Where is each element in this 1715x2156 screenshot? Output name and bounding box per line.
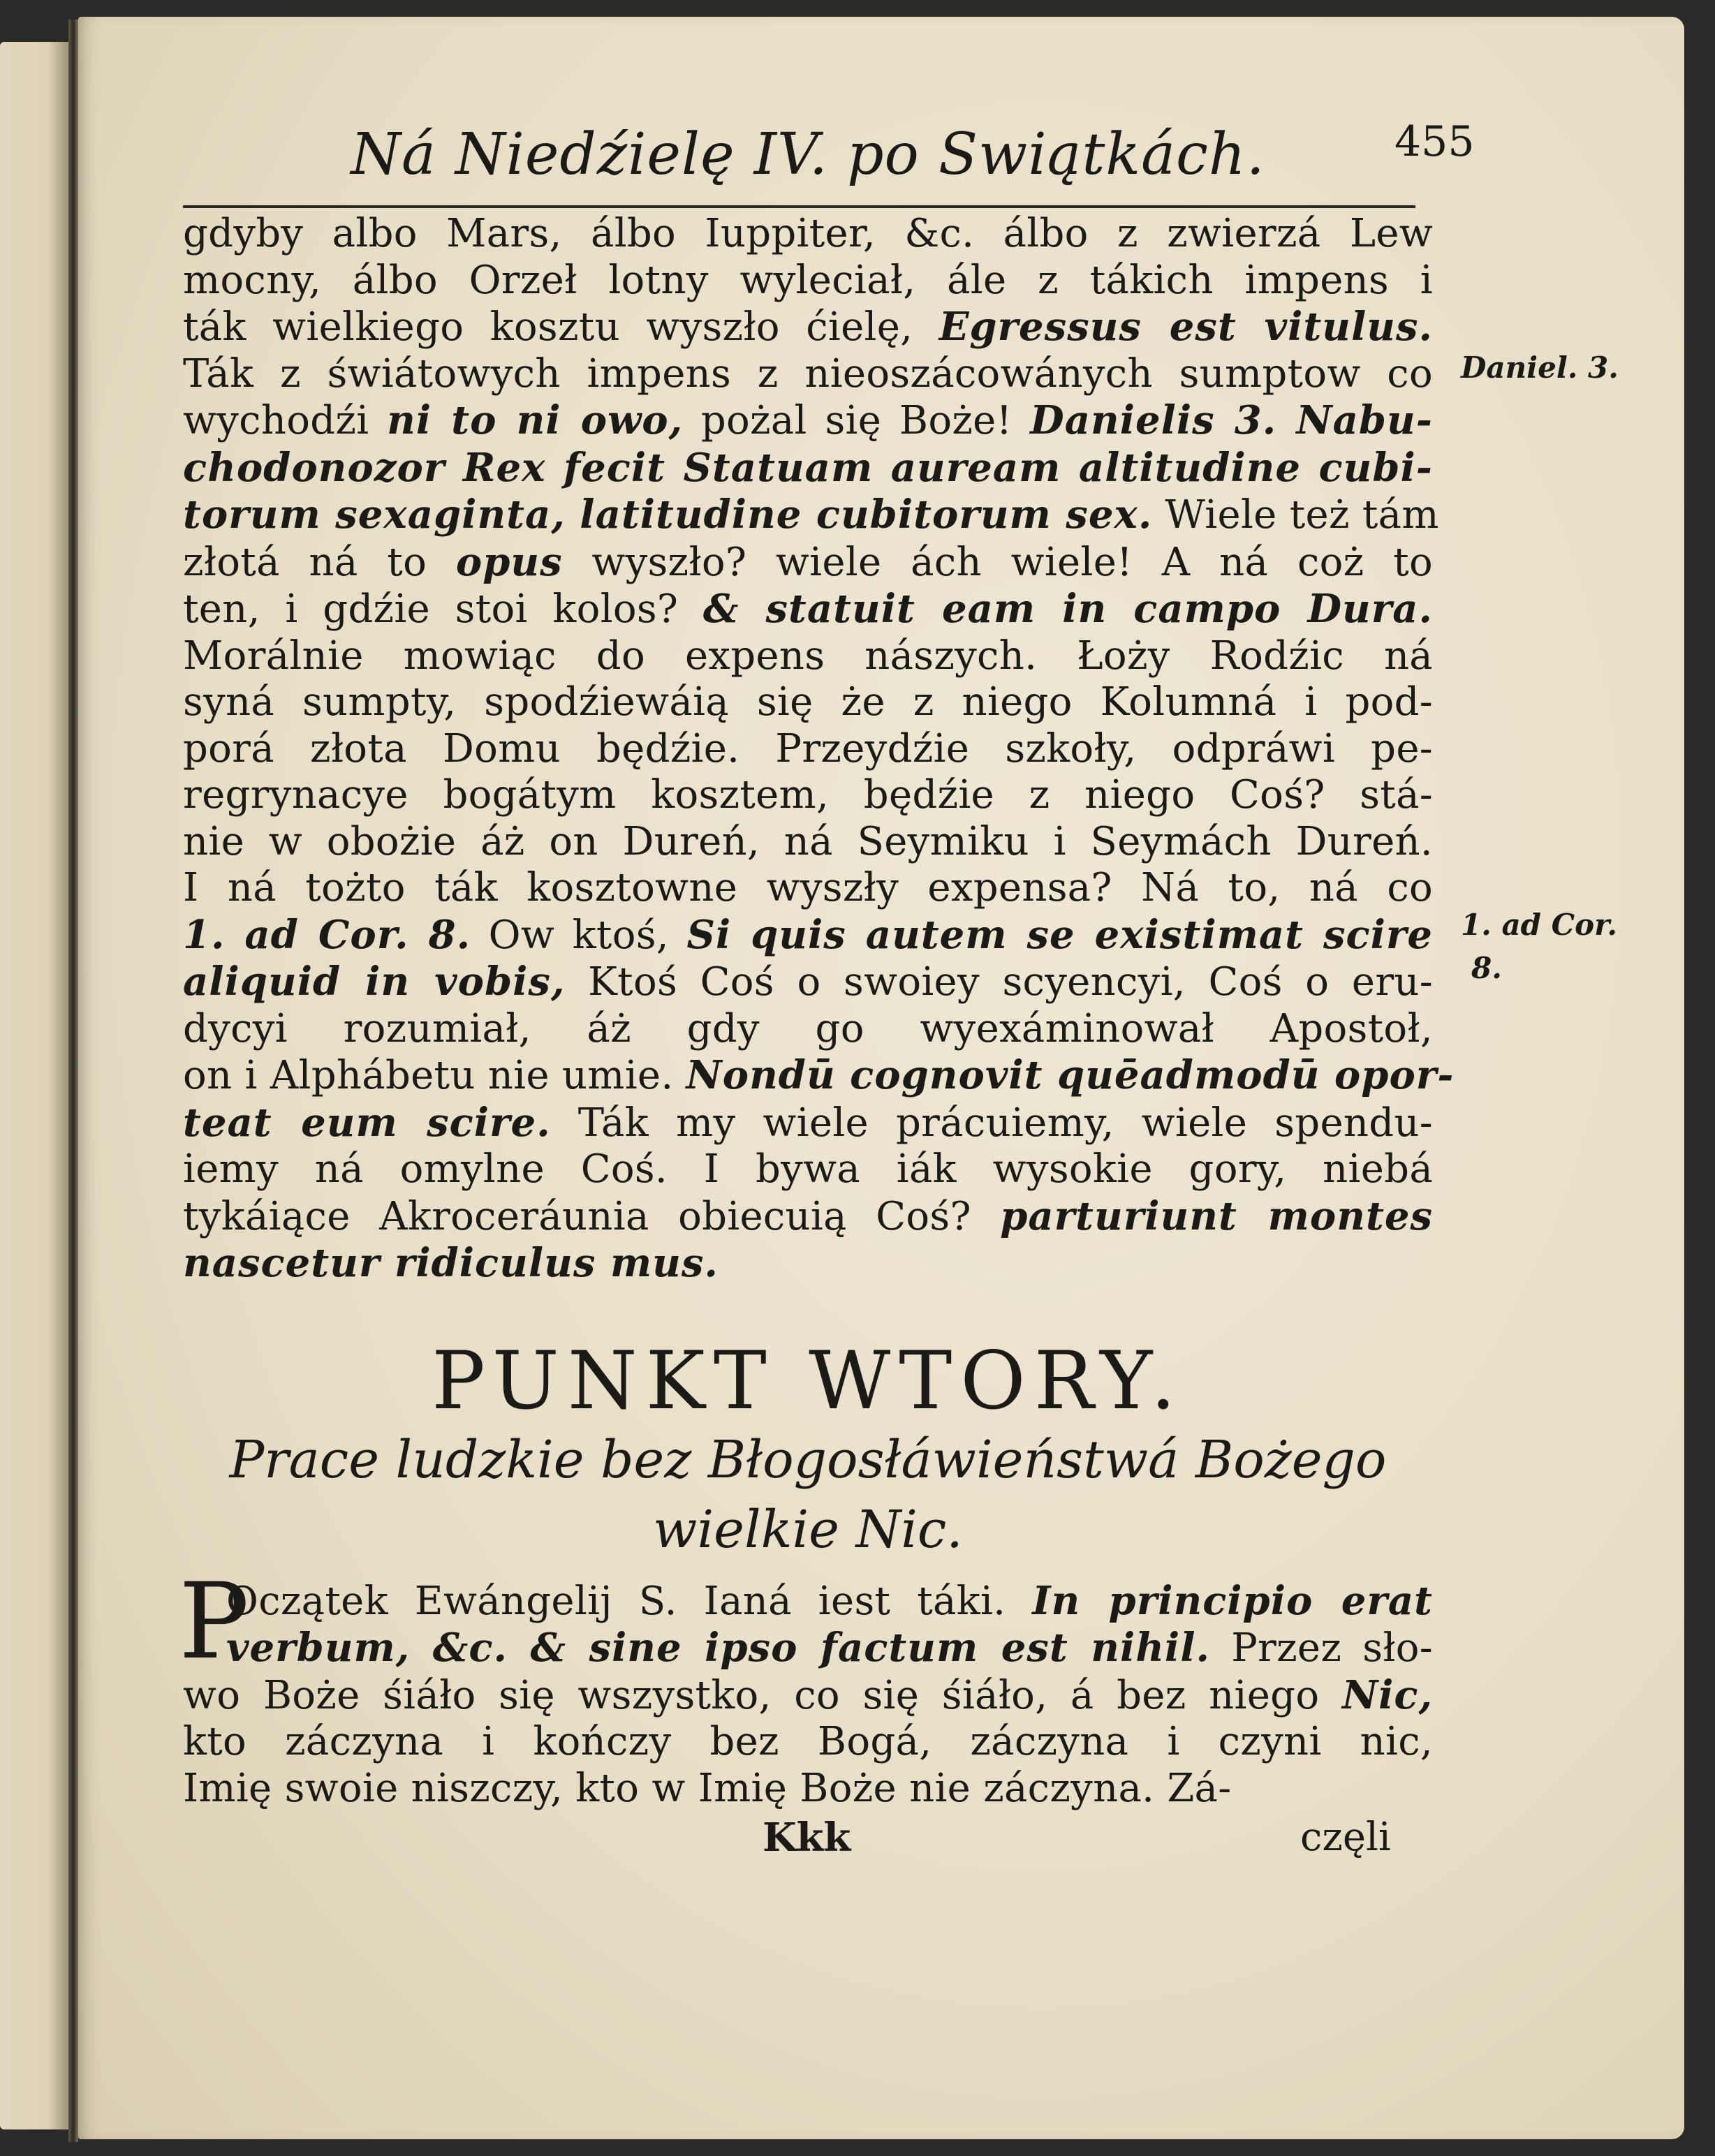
paragraph-text: [179, 1560, 1434, 1812]
body-text: [183, 211, 1619, 1287]
text-run: Wiele też tám: [1152, 492, 1439, 538]
italic-latin-phrase: aliquid in vobis,: [183, 959, 566, 1005]
text-line: [183, 1766, 1433, 1812]
section-subheading-line1: Prace ludzkie bez Błogosłáwieństwá Bożego: [229, 1429, 1387, 1490]
text-run: Ták z świátowych impens z nieoszácowánych sumptow co: [183, 350, 1433, 397]
italic-latin-phrase: Nondū cognovit quēadmodū opor-: [686, 1052, 1455, 1098]
text-line: [183, 819, 1433, 866]
italic-latin-phrase: nascetur ridiculus mus.: [183, 1240, 719, 1286]
text-run: wychodźi: [183, 398, 388, 443]
head-rule: [183, 205, 1415, 208]
text-run: dycyi rozumiał, áż gdy go wyexáminował Apostoł,: [183, 1005, 1433, 1051]
italic-latin-phrase: ni to ni owo,: [387, 397, 684, 443]
book-gutter: [68, 20, 78, 2142]
text-run: ten, i gdźie stoi kolos?: [183, 586, 703, 632]
text-line: [183, 726, 1433, 773]
text-line: [183, 258, 1433, 304]
italic-latin-phrase: teat eum scire.: [183, 1099, 551, 1146]
italic-latin-phrase: opus: [455, 538, 563, 585]
text-run: ták wielkiego kosztu wyszło ćielę,: [183, 304, 939, 350]
italic-latin-phrase: Danielis 3. Nabu-: [1030, 397, 1433, 443]
text-run: I ná tożto ták kosztowne wyszły expensa? Ná to, ná co: [183, 865, 1433, 910]
text-line: [183, 772, 1433, 819]
text-line: [183, 959, 1433, 1006]
text-line: [183, 1672, 1433, 1720]
facing-page-edge: [0, 42, 68, 2129]
text-line: [183, 539, 1433, 586]
running-head: [183, 117, 1475, 202]
italic-latin-phrase: In principio erat: [1032, 1577, 1433, 1624]
page-number: 455: [1394, 117, 1475, 166]
text-line: [183, 397, 1433, 445]
text-run: Oczątek Ewángelij S. Ianá iest táki.: [226, 1578, 1033, 1624]
italic-latin-phrase: Nic,: [1341, 1671, 1433, 1718]
text-run: mocny, álbo Orzeł lotny wyleciał, ále z tákich impens i: [183, 257, 1433, 303]
italic-latin-phrase: Egressus est vitulus.: [939, 304, 1433, 350]
page-footer: [183, 1815, 1433, 1863]
book-page: [78, 17, 1684, 2139]
text-line: [183, 1146, 1433, 1193]
text-line: [183, 211, 1433, 258]
text-line: [183, 351, 1433, 398]
text-run: Imię swoie niszczy, kto w Imię Boże nie záczyna. Zá-: [183, 1765, 1232, 1811]
text-line: [183, 586, 1433, 633]
italic-latin-phrase: 1. ad Cor. 8.: [183, 911, 471, 958]
text-run: gdyby albo Mars, álbo Iuppiter, &c. álbo z zwierzá Lew: [183, 211, 1433, 256]
text-run: nie w obożie áż on Dureń, ná Seymiku i Seymách Dureń.: [183, 818, 1433, 864]
italic-latin-phrase: & statuit eam in campo Dura.: [702, 586, 1433, 632]
running-title: Ná Niedźielę IV. po Swiątkách.: [351, 121, 1265, 188]
text-line: [183, 492, 1439, 539]
text-line: [183, 865, 1433, 912]
catchword: częli: [1300, 1815, 1391, 1860]
text-line: [183, 1578, 1433, 1625]
margin-note-daniel: Daniel. 3.: [1461, 350, 1619, 385]
text-run: syná sumpty, spodźiewáią się że z niego Kolumná i pod-: [183, 679, 1433, 725]
text-line: [183, 1193, 1433, 1241]
text-line: [183, 912, 1433, 959]
text-line: [183, 1100, 1433, 1147]
text-run: Przez sło-: [1209, 1625, 1434, 1671]
text-line: [183, 679, 1433, 726]
text-line: [183, 1240, 1433, 1287]
section-heading: PUNKT WTORY.: [432, 1334, 1184, 1427]
drop-cap: P: [179, 1560, 249, 1683]
text-run: on i Alphábetu nie umie.: [183, 1053, 686, 1098]
text-run: złotá ná to: [183, 539, 456, 585]
italic-latin-phrase: torum sexaginta, latitudine cubitorum sex.: [183, 492, 1153, 538]
section-subheading-line2: wielkie Nic.: [653, 1499, 963, 1560]
text-run: pożal się Boże!: [683, 398, 1031, 443]
text-line: [183, 1006, 1433, 1053]
text-run: Morálnie mowiąc do expens nászych. Łoży Rodźic ná: [183, 633, 1433, 679]
text-run: Ták my wiele prácuiemy, wiele spendu-: [550, 1100, 1433, 1146]
margin-note-cor-chapter: 8.: [1471, 951, 1502, 985]
text-run: regrynacye bogátym kosztem, będźie z niego Coś? stá-: [183, 772, 1433, 818]
italic-latin-phrase: Si quis autem se existimat scire: [686, 911, 1434, 958]
text-line: [183, 445, 1433, 492]
text-line: [183, 304, 1433, 351]
text-run: Ow ktoś,: [471, 912, 687, 958]
text-line: [183, 1625, 1433, 1672]
text-run: wo Boże śiáło się wszystko, co się śiáło, á bez niego: [183, 1672, 1342, 1718]
text-run: porá złota Domu będźie. Przeydźie szkoły, odpráwi pe-: [183, 725, 1433, 771]
italic-latin-phrase: parturiunt montes: [1000, 1193, 1433, 1239]
signature-mark: Kkk: [763, 1815, 851, 1861]
text-run: kto záczyna i kończy bez Bogá, záczyna i czyni nic,: [183, 1719, 1433, 1764]
text-run: Ktoś Coś o swoiey scyencyi, Coś o eru-: [565, 959, 1433, 1005]
italic-latin-phrase: verbum, &c. & sine ipso factum est nihil.: [226, 1625, 1210, 1671]
page-content: [179, 117, 1619, 1863]
text-line: [183, 1719, 1433, 1766]
text-run: tykáiące Akroceráunia obiecuią Coś?: [183, 1193, 1001, 1239]
italic-latin-phrase: chodonozor Rex fecit Statuam auream altitudine cubi-: [183, 444, 1433, 491]
text-run: wyszło? wiele ách wiele! A ná coż to: [562, 539, 1433, 585]
text-run: iemy ná omylne Coś. I bywa iák wysokie gory, niebá: [183, 1146, 1433, 1192]
text-line: [183, 633, 1433, 680]
text-line: [183, 1052, 1455, 1100]
margin-note-cor: 1. ad Cor.: [1461, 908, 1618, 942]
